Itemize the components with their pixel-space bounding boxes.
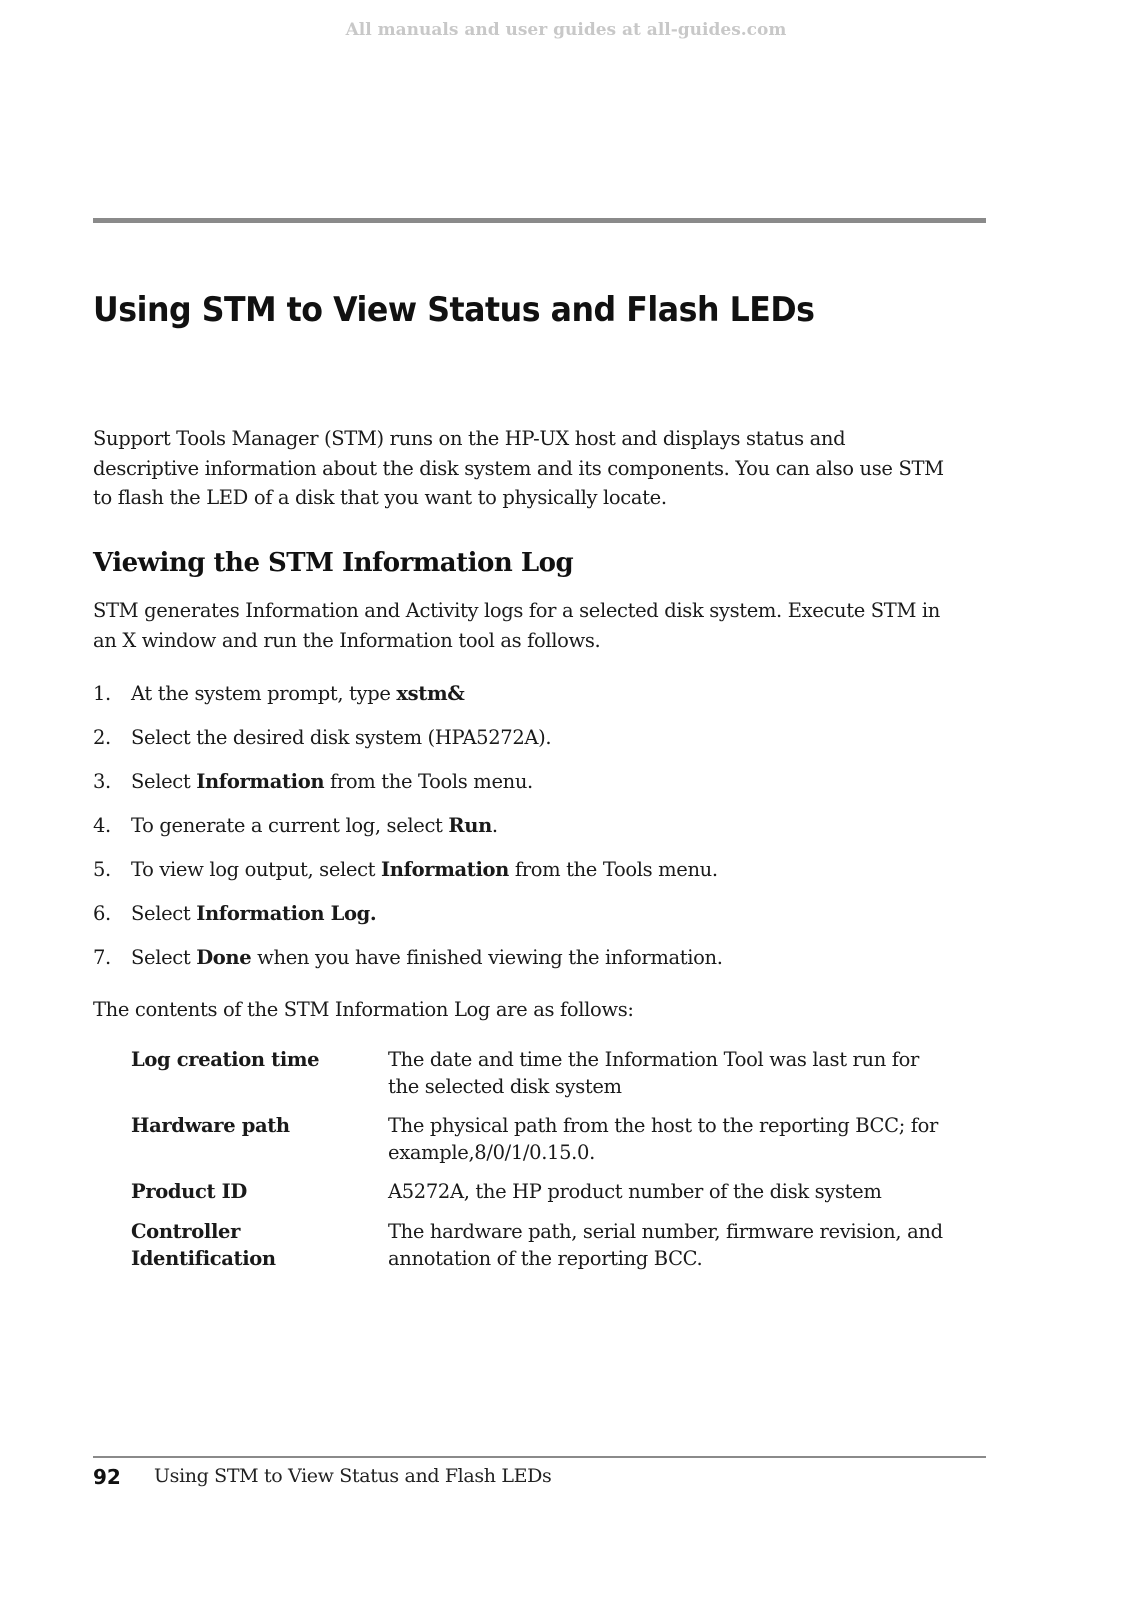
page-number: 92 (93, 1465, 121, 1489)
step-text-plain: from the Tools menu. (509, 858, 718, 881)
step-text-bold: Done (196, 946, 252, 969)
definition-description: A5272A, the HP product number of the disk system (388, 1180, 882, 1203)
definition-term: Product ID (131, 1180, 247, 1203)
step-text-plain: . (491, 814, 498, 837)
step-text (131, 814, 498, 837)
watermark: All manuals and user guides at all-guides.com (345, 20, 787, 40)
section-heading: Viewing the STM Information Log (93, 548, 574, 578)
step-number: 3. (93, 770, 111, 793)
step-text (131, 682, 465, 705)
step-text (131, 946, 723, 969)
step-text (131, 858, 718, 881)
step-text-plain: Select (131, 946, 197, 969)
step-text-bold: Information (196, 770, 325, 793)
contents-intro: The contents of the STM Information Log are as follows: (93, 998, 634, 1021)
step-text-plain: Select the desired disk system (HPA5272A). (131, 726, 552, 749)
step-text-plain: when you have finished viewing the information. (251, 946, 723, 969)
step-number: 5. (93, 858, 111, 881)
step-number: 2. (93, 726, 111, 749)
intro-paragraph: Support Tools Manager (STM) runs on the HP-UX host and displays status and descriptive information about the disk system and its components. You can also use STM to flash the LED of a disk that you want to physically locate. (93, 427, 944, 509)
chapter-title: Using STM to View Status and Flash LEDs (93, 290, 815, 330)
definition-description: The date and time the Information Tool was last run for the selected disk system (388, 1048, 920, 1098)
step-text-bold: Information Log. (196, 902, 377, 925)
step-text (131, 902, 376, 925)
step-number: 7. (93, 946, 111, 969)
step-text (131, 770, 533, 793)
definition-term: Hardware path (131, 1114, 290, 1137)
step-text-plain: Select (131, 902, 197, 925)
step-text-bold: Information (381, 858, 510, 881)
step-number: 4. (93, 814, 111, 837)
definition-description: The physical path from the host to the reporting BCC; for example,8/0/1/0.15.0. (388, 1114, 938, 1164)
definition-term: Controller Identification (131, 1220, 276, 1270)
footer-rule (93, 1456, 986, 1458)
top-rule (93, 218, 986, 223)
definition-term: Log creation time (131, 1048, 320, 1071)
step-text (131, 726, 551, 749)
step-text-plain: Select (131, 770, 197, 793)
step-text-bold: Run (448, 814, 492, 837)
definition-description: The hardware path, serial number, firmware revision, and annotation of the reporting BCC. (388, 1220, 943, 1270)
step-text-plain: To view log output, select (131, 858, 382, 881)
step-text-plain: from the Tools menu. (324, 770, 533, 793)
section-intro-paragraph: STM generates Information and Activity logs for a selected disk system. Execute STM in an X window and run the Information tool as follows. (93, 599, 941, 652)
step-number: 1. (93, 682, 111, 705)
step-number: 6. (93, 902, 111, 925)
footer-title: Using STM to View Status and Flash LEDs (154, 1465, 552, 1487)
step-text-plain: To generate a current log, select (131, 814, 449, 837)
step-text-bold: xstm& (396, 682, 465, 705)
step-text-plain: At the system prompt, type (131, 682, 397, 705)
